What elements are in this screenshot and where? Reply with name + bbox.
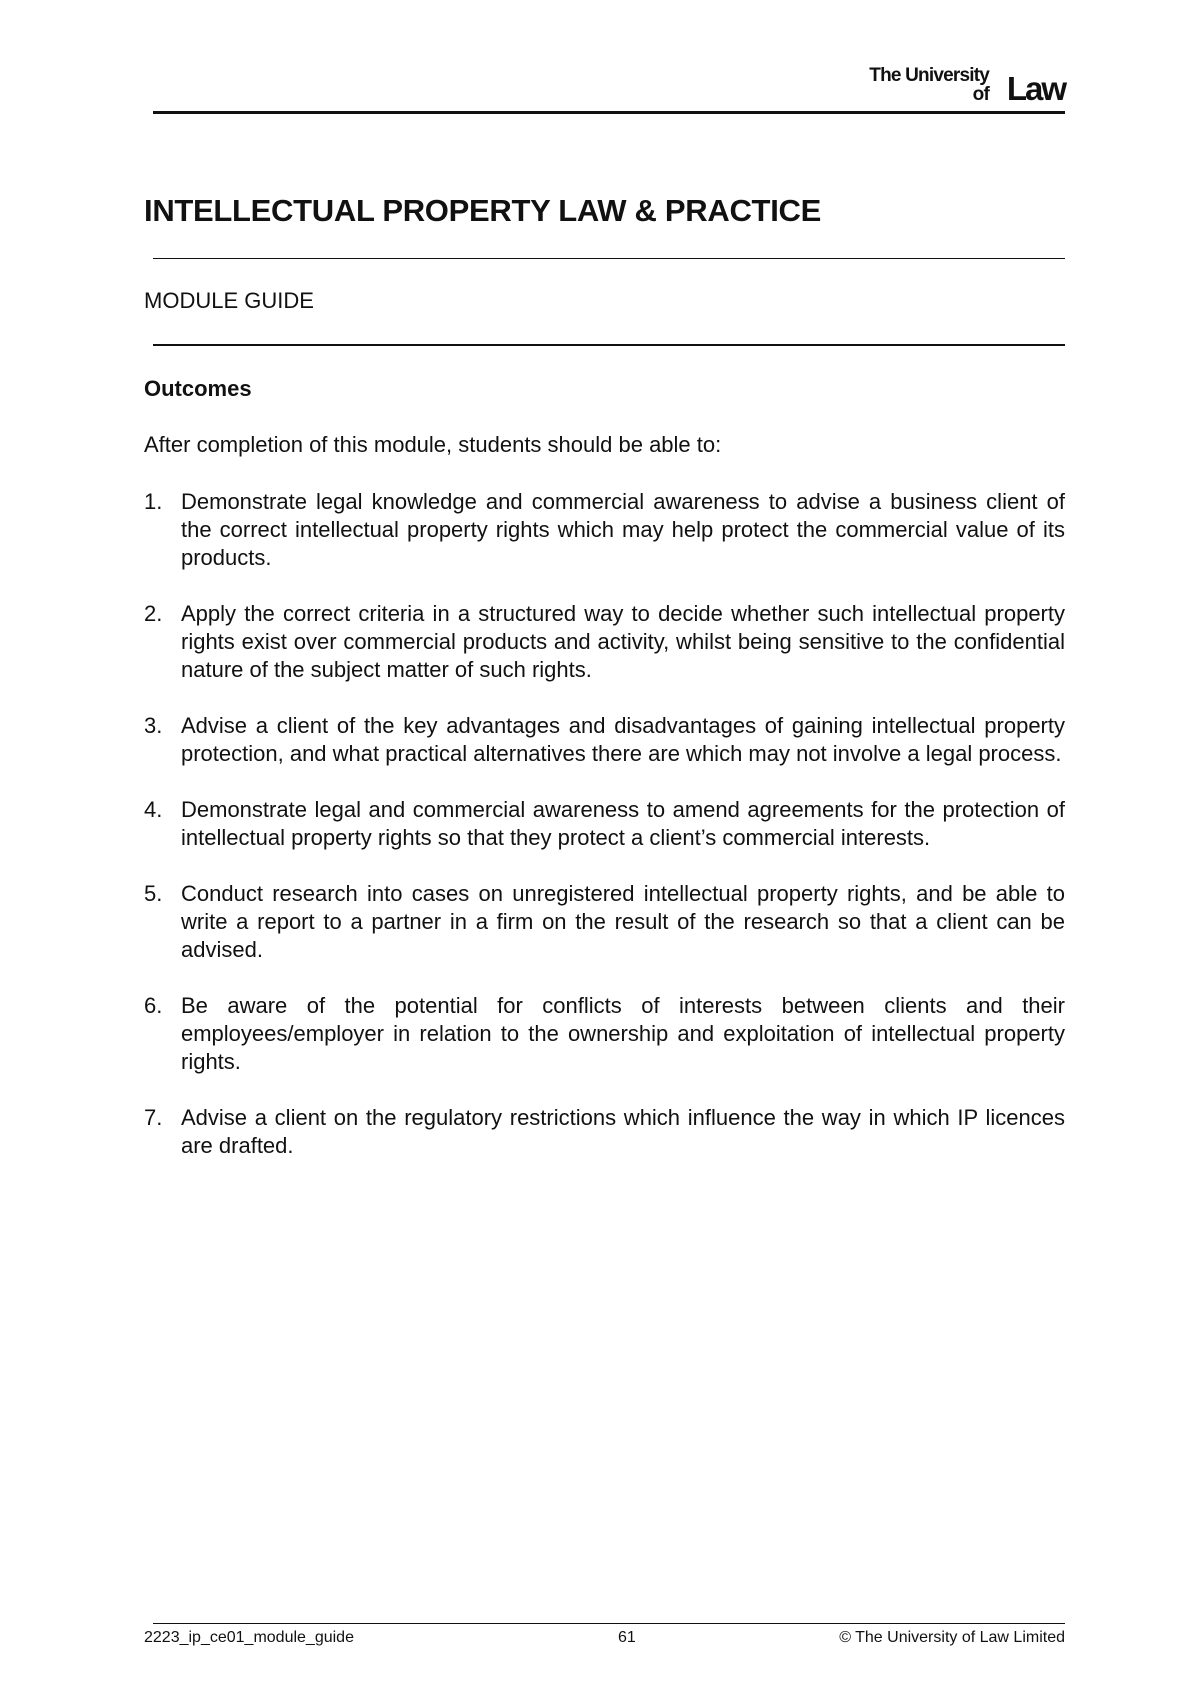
outcome-number: 1.	[144, 489, 163, 514]
title-divider	[153, 258, 1065, 259]
footer-page-number: 61	[618, 1629, 636, 1646]
outcome-item	[144, 1104, 1065, 1160]
footer-copyright: © The University of Law Limited	[839, 1629, 1065, 1646]
logo-line-1: The University	[869, 65, 989, 86]
logo-line-3: Law	[1006, 70, 1065, 107]
outcome-text: Advise a client on the regulatory restrictions which influence the way in which IP licences are drafted.	[181, 1105, 1065, 1158]
outcome-text: Demonstrate legal and commercial awareness to amend agreements for the protection of intellectual property rights so that they protect a client’s commercial interests.	[181, 797, 1065, 850]
outcomes-list	[144, 488, 1065, 1188]
section-heading: Outcomes	[144, 376, 252, 401]
outcome-number: 2.	[144, 601, 163, 626]
outcome-text: Advise a client of the key advantages and disadvantages of gaining intellectual property protection, and what practical alternatives there are which may not involve a legal process.	[181, 713, 1065, 766]
outcome-number: 6.	[144, 993, 163, 1018]
document-subtitle: MODULE GUIDE	[144, 288, 314, 313]
outcome-number: 3.	[144, 713, 163, 738]
header-divider	[153, 111, 1065, 114]
university-logo	[858, 66, 1065, 106]
subtitle-divider	[153, 344, 1065, 346]
outcome-item	[144, 488, 1065, 572]
outcome-item	[144, 880, 1065, 964]
outcome-number: 7.	[144, 1105, 163, 1130]
outcome-item	[144, 796, 1065, 852]
footer-divider	[153, 1623, 1065, 1624]
outcome-item	[144, 600, 1065, 684]
document-title: INTELLECTUAL PROPERTY LAW & PRACTICE	[144, 193, 821, 228]
outcome-text: Conduct research into cases on unregistered intellectual property rights, and be able to write a report to a partner in a firm on the result of the research so that a client can be advised.	[181, 881, 1065, 962]
outcome-text: Demonstrate legal knowledge and commercial awareness to advise a business client of the correct intellectual property rights which may help protect the commercial value of its products.	[181, 489, 1065, 570]
outcome-number: 4.	[144, 797, 163, 822]
outcome-text: Be aware of the potential for conflicts of interests between clients and their employees/employer in relation to the ownership and exploitation of intellectual property rights.	[181, 993, 1065, 1074]
footer-file-name: 2223_ip_ce01_module_guide	[144, 1629, 354, 1646]
logo-line-2: of	[972, 84, 989, 105]
intro-text: After completion of this module, students should be able to:	[144, 432, 722, 457]
outcome-text: Apply the correct criteria in a structured way to decide whether such intellectual property rights exist over commercial products and activity, whilst being sensitive to the confidential nature of the subject matter of such rights.	[181, 601, 1065, 682]
outcome-item	[144, 712, 1065, 768]
outcome-item	[144, 992, 1065, 1076]
outcome-number: 5.	[144, 881, 163, 906]
